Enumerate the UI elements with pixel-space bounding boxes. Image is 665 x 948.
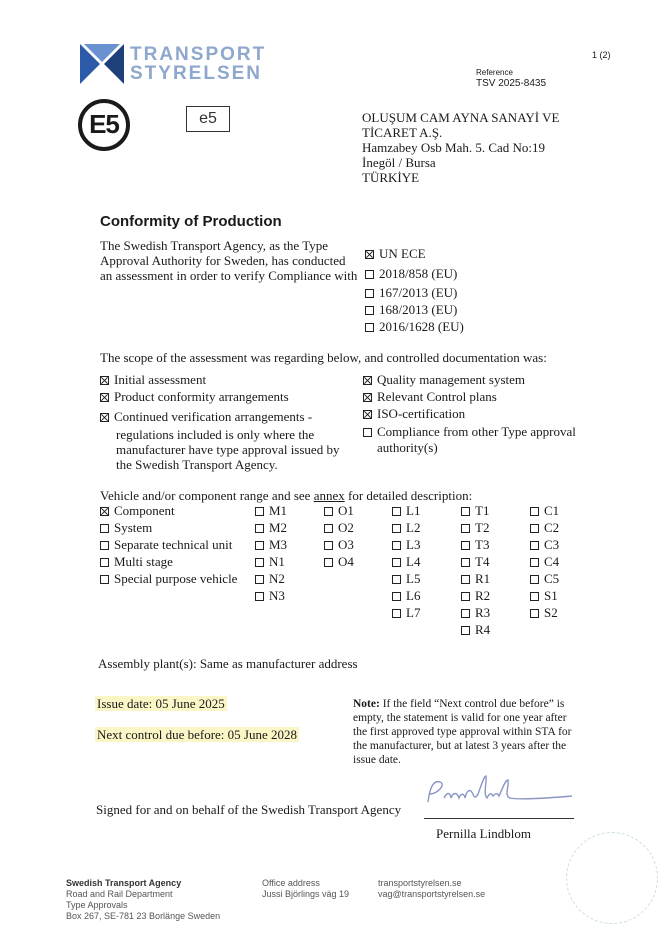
unchecked-box-icon [255,592,264,601]
category-l6 [392,588,420,603]
category-n3-label: N3 [269,588,285,603]
intro-line2: Approval Authority for Sweden, has conducted [100,253,346,268]
category-o4-label: O4 [338,554,354,569]
unchecked-box-icon [324,507,333,516]
recipient-line2: TİCARET A.Ş. [362,125,443,140]
scope-iso-certification [363,406,465,421]
unchecked-box-icon [365,270,374,279]
category-c3-label: C3 [544,537,560,552]
checked-box-icon [363,393,372,402]
unchecked-box-icon [530,609,539,618]
recipient-line5: TÜRKİYE [362,170,420,185]
intro-line3: an assessment in order to verify Compliance with [100,268,358,283]
category-l3-label: L3 [406,537,421,552]
unchecked-box-icon [324,541,333,550]
reg-label: 168/2013 (EU) [379,302,458,317]
range-heading-pre: Vehicle and/or component range and see [100,488,314,503]
category-o3-label: O3 [338,537,354,552]
reg-2016-1628 [365,319,464,334]
category-t2-label: T2 [475,520,490,535]
unchecked-box-icon [530,507,539,516]
reg-label: 167/2013 (EU) [379,285,458,300]
scope-label: Continued verification arrangements - [114,409,313,424]
unchecked-box-icon [530,575,539,584]
category-s2 [530,605,558,620]
note-line1 [353,697,572,711]
category-l2-label: L2 [406,520,421,535]
checked-box-icon [363,410,372,419]
unchecked-box-icon [530,524,539,533]
category-c1-label: C1 [544,503,560,518]
scope-label: Relevant Control plans [377,389,497,404]
unchecked-box-icon [392,592,401,601]
unchecked-box-icon [100,541,109,550]
category-c2 [530,520,559,535]
category-l5 [392,571,420,586]
unchecked-box-icon [530,541,539,550]
category-c4-label: C4 [544,554,560,569]
note-line4: the manufacturer, but at latest 3 years after the [353,740,567,752]
scope-note-line2: manufacturer have type approval issued by [116,442,340,457]
category-c2-label: C2 [544,520,560,535]
footer-office [262,878,349,900]
unchecked-box-icon [255,507,264,516]
footer-office-label: Office address [262,878,320,888]
e-mark-circle [78,99,130,151]
category-t1 [461,503,489,518]
reg-un-ece [365,246,426,261]
checked-box-icon [365,250,374,259]
category-l2 [392,520,420,535]
document-title: Conformity of Production [100,213,282,230]
footer-web[interactable]: transportstyrelsen.se [378,878,462,888]
footer-dept: Road and Rail Department [66,889,173,899]
range-type-4 [100,571,237,586]
assembly-plant: Assembly plant(s): Same as manufacturer address [98,656,358,671]
unchecked-box-icon [530,558,539,567]
reference-label: Reference [476,68,513,77]
unchecked-box-icon [392,609,401,618]
category-t4-label: T4 [475,554,490,569]
category-m2-label: M2 [269,520,288,535]
footer-office-address: Jussi Björlings väg 19 [262,889,350,899]
e-small-box: e5 [186,106,230,132]
scope-note-line3: the Swedish Transport Agency. [116,457,278,472]
category-o1 [324,503,354,518]
logo-text-line2: STYRELSEN [130,63,263,84]
logo-text-line1: TRANSPORT [130,44,267,65]
signatory-name: Pernilla Lindblom [436,826,531,841]
category-r3 [461,605,490,620]
scope-other-authority [363,424,576,439]
unchecked-box-icon [392,507,401,516]
category-r4 [461,622,490,637]
unchecked-box-icon [461,592,470,601]
category-n3 [255,588,285,603]
unchecked-box-icon [461,609,470,618]
category-n2 [255,571,285,586]
recipient-line4: İnegöl / Bursa [362,155,436,170]
range-type-1-label: System [114,520,153,535]
category-c5 [530,571,559,586]
recipient-address [362,110,559,185]
issue-date: Issue date: 05 June 2025 [97,696,225,711]
category-m1-label: M1 [269,503,288,518]
category-c5-label: C5 [544,571,560,586]
official-stamp [566,832,658,924]
range-type-3 [100,554,173,569]
category-m1 [255,503,287,518]
validity-note [353,697,572,767]
unchecked-box-icon [255,558,264,567]
category-o2 [324,520,354,535]
unchecked-box-icon [100,524,109,533]
range-type-4-label: Special purpose vehicle [114,571,238,586]
category-o2-label: O2 [338,520,354,535]
unchecked-box-icon [392,541,401,550]
signature-stroke-icon [420,772,610,812]
category-c1 [530,503,559,518]
category-l3 [392,537,420,552]
footer-unit: Type Approvals [66,900,128,910]
handwritten-signature [420,772,610,812]
signature-line [424,818,574,819]
scope-product-conformity [100,389,289,404]
category-t3 [461,537,489,552]
next-control-date: Next control due before: 05 June 2028 [97,727,298,742]
intro-line1: The Swedish Transport Agency, as the Type [100,238,329,253]
reg-label: 2016/1628 (EU) [379,319,464,334]
unchecked-box-icon [530,592,539,601]
category-r3-label: R3 [475,605,491,620]
reg-label: 2018/858 (EU) [379,266,458,281]
scope-label: Product conformity arrangements [114,389,289,404]
note-label: Note: [353,698,380,710]
scope-label: Compliance from other Type approval [377,424,576,439]
category-l4-label: L4 [406,554,421,569]
unchecked-box-icon [461,541,470,550]
category-s1 [530,588,558,603]
range-type-0 [100,503,175,518]
logo-mark-icon [80,44,124,84]
unchecked-box-icon [100,558,109,567]
range-heading-annex: annex [313,488,345,503]
checked-box-icon [100,507,109,516]
unchecked-box-icon [461,626,470,635]
checked-box-icon [100,393,109,402]
unchecked-box-icon [392,575,401,584]
signed-statement: Signed for and on behalf of the Swedish Transport Agency [96,802,402,817]
checked-box-icon [363,376,372,385]
category-m3-label: M3 [269,537,288,552]
unchecked-box-icon [461,524,470,533]
unchecked-box-icon [461,575,470,584]
reference-value: TSV 2025-8435 [476,78,547,89]
range-type-0-label: Component [114,503,175,518]
category-r2-label: R2 [475,588,491,603]
unchecked-box-icon [255,524,264,533]
footer-box: Box 267, SE-781 23 Borlänge Sweden [66,911,221,921]
checked-box-icon [100,376,109,385]
category-t1-label: T1 [475,503,490,518]
unchecked-box-icon [392,558,401,567]
footer-org-name: Swedish Transport Agency [66,878,182,888]
category-o4 [324,554,354,569]
unchecked-box-icon [363,428,372,437]
scope-initial-assessment [100,372,206,387]
note-line3: the first approved type approval within STA for [353,726,572,738]
category-t3-label: T3 [475,537,490,552]
reg-167-2013 [365,285,457,300]
footer-email[interactable]: vag@transportstyrelsen.se [378,889,486,899]
category-l6-label: L6 [406,588,421,603]
category-r1-label: R1 [475,571,491,586]
category-t4 [461,554,489,569]
footer-contact [378,878,485,900]
category-n1-label: N1 [269,554,285,569]
reg-label: UN ECE [379,246,426,261]
category-s2-label: S2 [544,605,558,620]
note-line2: empty, the statement is valid for one year after [353,712,567,724]
category-l7 [392,605,420,620]
page-number: 1 (2) [592,50,611,60]
unchecked-box-icon [255,541,264,550]
scope-right-note: authority(s) [377,440,438,455]
category-n1 [255,554,285,569]
range-type-2-label: Separate technical unit [114,537,233,552]
category-m2 [255,520,287,535]
category-l1 [392,503,420,518]
scope-control-plans [363,389,497,404]
category-s1-label: S1 [544,588,558,603]
category-r1 [461,571,490,586]
category-r4-label: R4 [475,622,491,637]
category-l5-label: L5 [406,571,421,586]
category-r2 [461,588,490,603]
unchecked-box-icon [365,323,374,332]
reg-2018-858 [365,266,457,281]
category-l7-label: L7 [406,605,421,620]
category-o3 [324,537,354,552]
unchecked-box-icon [365,306,374,315]
unchecked-box-icon [392,524,401,533]
category-c4 [530,554,559,569]
unchecked-box-icon [255,575,264,584]
category-c3 [530,537,559,552]
recipient-line1: OLUŞUM CAM AYNA SANAYİ VE [362,110,560,125]
reg-168-2013 [365,302,457,317]
unchecked-box-icon [461,558,470,567]
scope-quality-management [363,372,525,387]
scope-label: Quality management system [377,372,526,387]
recipient-line3: Hamzabey Osb Mah. 5. Cad No:19 [362,140,546,155]
scope-continued-verification [100,409,312,424]
unchecked-box-icon [100,575,109,584]
category-l1-label: L1 [406,503,421,518]
unchecked-box-icon [324,524,333,533]
scope-heading: The scope of the assessment was regarding below, and controlled documentation was: [100,350,547,365]
unchecked-box-icon [365,289,374,298]
unchecked-box-icon [461,507,470,516]
scope-label: ISO-certification [377,406,466,421]
checked-box-icon [100,413,109,422]
category-o1-label: O1 [338,503,354,518]
category-n2-label: N2 [269,571,285,586]
scope-left-note [116,427,339,472]
range-heading [100,488,472,503]
note-line5: issue date. [353,754,401,766]
scope-label: Initial assessment [114,372,207,387]
range-type-3-label: Multi stage [114,554,173,569]
range-heading-post: for detailed description: [344,488,473,503]
range-type-1 [100,520,152,535]
intro-text [100,238,357,283]
scope-note-line1: regulations included is only where the [116,427,315,442]
footer-org [66,878,220,922]
category-l4 [392,554,420,569]
note-text1: If the field “Next control due before” is [379,698,565,710]
unchecked-box-icon [324,558,333,567]
category-m3 [255,537,287,552]
range-type-2 [100,537,232,552]
e-mark-text: E5 [89,109,119,139]
category-t2 [461,520,489,535]
